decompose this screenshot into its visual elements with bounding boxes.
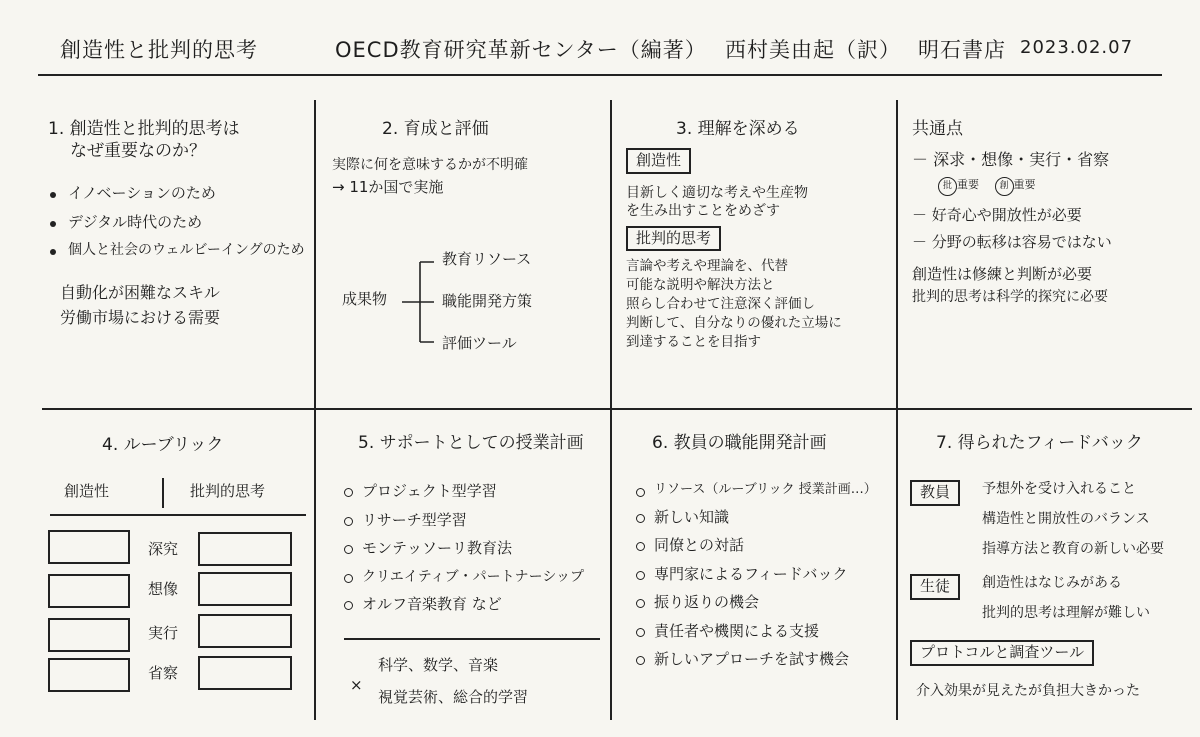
development-item: 新しい知識 [634, 508, 894, 528]
rubric-cell [198, 614, 292, 648]
bullet-item: イノベーションのため [48, 184, 310, 204]
panel-7-title: 6. 教員の職能開発計画 [652, 433, 827, 453]
definition-line: を生み出すことをめざす [626, 202, 780, 219]
student-label: 生徒 [910, 574, 960, 600]
definition-line: 照らし合わせて注意深く評価し [626, 296, 815, 313]
definition-line: 目新しく適切な考えや生産物 [626, 184, 808, 201]
creativity-label: 創造性 [626, 148, 691, 174]
protocol-text: 介入効果が見えたが負担大きかった [916, 683, 1140, 699]
panel-1-note-line1: 自動化が困難なスキル [60, 283, 220, 303]
rubric-cell [48, 530, 130, 564]
rubric-header-line [50, 514, 306, 516]
rubric-cell [198, 532, 292, 566]
definition-line: 言論や考えや理論を、代替 [626, 258, 788, 275]
lesson-method-item: オルフ音楽教育 など [342, 595, 606, 615]
panel-1-title-line2: なぜ重要なのか？ [70, 141, 206, 162]
panel-8-title: 7. 得られたフィードバック [936, 433, 1143, 453]
student-feedback-line: 批判的思考は理解が難しい [982, 605, 1150, 621]
panel-1-title-line1: 1. 創造性と批判的思考は [48, 119, 240, 139]
common-row-2: － 好奇心や開放性が必要 [912, 205, 1082, 224]
teacher-feedback-line: 指導方法と教育の新しい必要 [982, 541, 1164, 557]
common-row-1: － 深求・想像・実行・省察 [912, 150, 1110, 170]
mark-label: 重要 [1013, 177, 1036, 191]
product-item: 評価ツール [442, 334, 517, 352]
development-item: リソース（ルーブリック 授業計画…） [634, 482, 894, 499]
critical-mark-icon: 批 [938, 177, 957, 196]
rubric-cell [48, 574, 130, 608]
rubric-cell [198, 572, 292, 606]
grid-hline-middle [42, 408, 1192, 410]
book-translator: 西村美由起（訳） [725, 38, 901, 62]
product-item: 職能開発方策 [442, 292, 533, 310]
panel-why-important [48, 118, 310, 329]
product-item: 教育リソース [442, 250, 532, 268]
panel-4-title: 共通点 [912, 119, 963, 139]
development-item: 同僚との対話 [634, 536, 894, 556]
development-item: 専門家によるフィードバック [634, 565, 894, 585]
lesson-method-item: クリエイティブ・パートナーシップ [342, 568, 606, 586]
development-item: 責任者や機関による支援 [634, 622, 894, 642]
subjects-line2: 視覚芸術、総合的学習 [378, 688, 529, 706]
book-date: 2023.02.07 [1020, 37, 1134, 58]
lesson-method-item: モンテッソーリ教育法 [342, 539, 606, 559]
lesson-divider [344, 638, 600, 640]
book-editor: OECD教育研究革新センター（編著） [335, 38, 707, 62]
panel-2-line2: → 11か国で実施 [332, 178, 444, 197]
panel-lesson-plans [324, 432, 606, 722]
definition-line: 判断して、自分なりの優れた立場に [626, 315, 842, 332]
rubric-cell [48, 618, 130, 652]
grid-vline-1 [314, 100, 316, 720]
header [60, 30, 1160, 66]
teacher-feedback-line: 構造性と開放性のバランス [982, 511, 1150, 527]
teacher-feedback-line: 予想外を受け入れること [982, 481, 1136, 497]
rubric-col-divider [162, 478, 164, 508]
importance-marks [938, 177, 1192, 196]
rubric-col-creativity: 創造性 [64, 482, 110, 500]
panel-6-title: 5. サポートとしての授業計画 [358, 433, 584, 453]
development-item: 振り返りの機会 [634, 593, 894, 613]
mark-label: 重要 [957, 177, 979, 191]
common-row-5: 批判的思考は科学的探究に必要 [912, 289, 1108, 306]
critical-thinking-label: 批判的思考 [626, 226, 721, 252]
cross-mark: × [350, 676, 363, 694]
panel-2-title: 2. 育成と評価 [382, 119, 489, 139]
rubric-row-label: 省察 [148, 664, 179, 682]
grid-vline-3 [896, 100, 898, 720]
panel-rubric [42, 428, 312, 718]
rubric-row-label: 深究 [148, 540, 179, 558]
subjects-line1: 科学、数学、音楽 [378, 656, 499, 674]
rubric-col-critical: 批判的思考 [190, 482, 266, 500]
student-feedback-line: 創造性はなじみがある [982, 575, 1122, 591]
panel-feedback [908, 432, 1194, 722]
products-bracket [400, 256, 436, 348]
rubric-row-label: 想像 [148, 580, 179, 598]
lesson-method-item: リサーチ型学習 [342, 511, 606, 531]
panel-development-assessment [322, 118, 606, 398]
teacher-label: 教員 [910, 480, 960, 506]
protocol-label: プロトコルと調査ツール [910, 640, 1094, 666]
panel-deepen-understanding [626, 118, 892, 352]
common-row-4: 創造性は修練と判断が必要 [912, 264, 1093, 283]
book-title: 創造性と批判的思考 [60, 38, 258, 62]
rubric-cell [198, 656, 292, 690]
creativity-definition [626, 184, 892, 220]
critical-thinking-definition [626, 257, 892, 351]
book-publisher: 明石書店 [918, 38, 1006, 62]
definition-line: 可能な説明や解決方法と [626, 277, 775, 294]
panel-3-title: 3. 理解を深める [676, 119, 800, 139]
header-divider [38, 74, 1162, 76]
common-row-3: － 分野の転移は容易ではない [912, 233, 1112, 252]
products-label: 成果物 [342, 290, 388, 308]
panel-teacher-development [622, 432, 894, 679]
panel-2-line1: 実際に何を意味するかが不明確 [332, 157, 528, 174]
creativity-mark-icon: 創 [995, 177, 1014, 196]
lesson-method-item: プロジェクト型学習 [342, 482, 606, 502]
rubric-row-label: 実行 [148, 624, 179, 642]
panel-5-title: 4. ルーブリック [102, 435, 224, 455]
grid-vline-2 [610, 100, 612, 720]
bullet-item: デジタル時代のため [48, 213, 310, 233]
panel-common-points [912, 118, 1192, 307]
rubric-cell [48, 658, 130, 692]
bullet-item: 個人と社会のウェルビーイングのため [48, 241, 310, 259]
panel-1-note-line2: 労働市場における需要 [60, 308, 221, 328]
development-item: 新しいアプローチを試す機会 [634, 650, 894, 670]
definition-line: 到達することを目指す [626, 334, 761, 351]
